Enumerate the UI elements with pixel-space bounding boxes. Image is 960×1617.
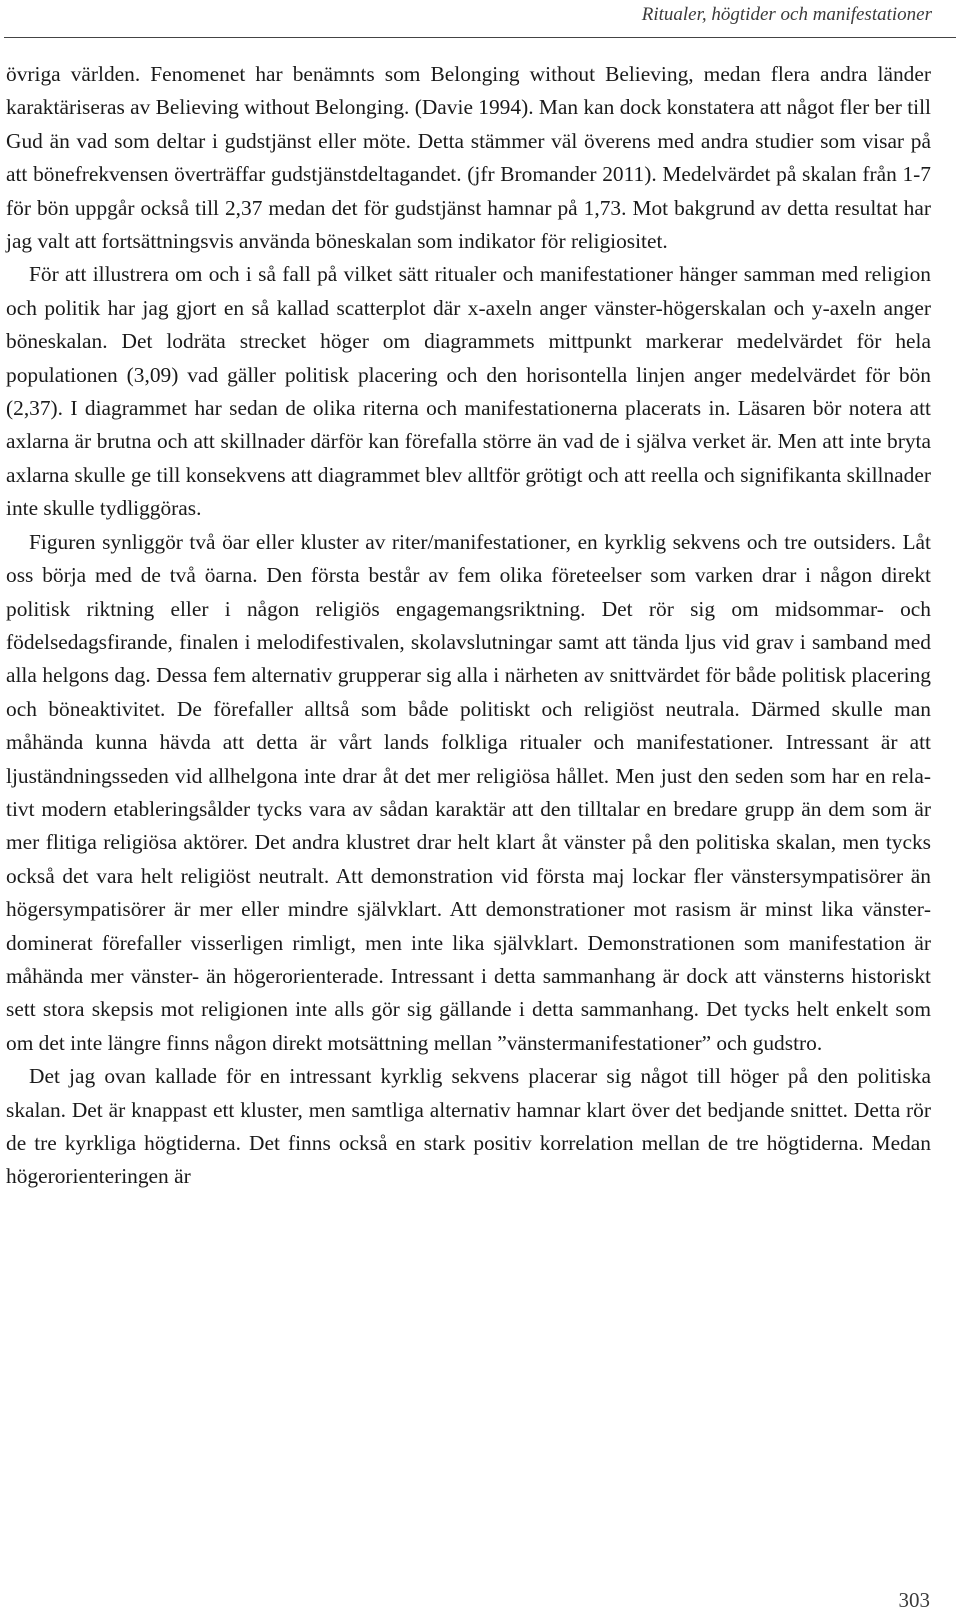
running-header: Ritualer, högtider och manifestationer: [641, 4, 932, 25]
page-number: 303: [898, 1588, 930, 1612]
paragraph-2: För att illustrera om och i så fall på vilket sätt ritualer och manifestationer hänger samman med religion och politik har jag gjort en så kallad scatterplot där x-axeln anger vänster-högerskalan och y-axeln anger böneskalan. Det lodräta strecket höger om diagrammets mittpunkt markerar medelvärdet för hela populationen (3,09) vad gäller politisk placering och den horisontella linjen anger medelvärdet för bön (2,37). I diagrammet har sedan de olika riterna och manifestationerna placerats in. Läsaren bör notera att axlarna är brutna och att skillnader därför kan förefalla större än vad de i själva verket är. Men att inte bryta axlarna skulle ge till konsekvens att diagrammet blev alltför grötigt och att reella och signifikanta skillnader inte skulle tydliggöras.: [6, 262, 931, 521]
header-divider: [4, 37, 956, 38]
body-text: [6, 58, 931, 1194]
paragraph-1: övriga världen. Fenomenet har benämnts som Belonging without Believing, medan flera andra länder karaktäriseras av Believing without Belonging. (Davie 1994). Man kan dock konstatera att något fler ber till Gud än vad som deltar i gudstjänst eller möte. Detta stämmer väl överens med andra studier som visar på att bönefrekvensen överträffar gudstjänstdeltagandet. (jfr Bromander 2011). Medelvärdet på skalan från 1-7 för bön uppgår också till 2,37 medan det för gudstjänst hamnar på 1,73. Mot bakgrund av detta resultat har jag valt att fortsättningsvis använda böneskalan som indikator för religiositet.: [6, 62, 931, 254]
paragraph-4: Det jag ovan kallade för en intressant kyrklig sekvens placerar sig något till höger på den politiska skalan. Det är knappast ett kluster, men samtliga alternativ hamnar klart över det bedjande snittet. Detta rör de tre kyrkliga högtiderna. Det finns också en stark positiv korrelation mellan de tre högtiderna. Medan högerorienteringen är: [6, 1064, 931, 1189]
paragraph-3: Figuren synliggör två öar eller kluster av riter/manifestationer, en kyrklig sekvens och tre outsiders. Låt oss börja med de två öarna. Den första består av fem olika företeelser som varken drar i någon direkt politisk riktning eller i någon religiös engagemangsriktning. Det rör sig om midsommar- och födelsedagsfirande, finalen i melodifestivalen, skolavslutningar samt att tända ljus vid grav i samband med alla helgons dag. Dessa fem alternativ grupperar sig alla i närheten av snittvärdet för både politisk placering och böneaktivitet. De förefaller alltså som både politiskt och religiöst neutrala. Därmed skulle man måhända kunna hävda att detta är vårt lands folkliga ritualer och manifestationer. Intressant är att ljuständningsseden vid allhelgona inte drar åt det mer religiösa hållet. Men just den seden som har en relativt modern etableringsålder tycks vara av sådan karaktär att den tilltalar en bredare grupp än dem som är mer flitiga religiösa aktörer. Det andra klustret drar helt klart åt vänster på den politiska skalan, men tycks också det vara helt religiöst neutralt. Att demonstration vid första maj lockar fler vänstersympatisörer än högersympatisörer är mer eller mindre självklart. Att demonstrationer mot rasism är minst lika vänsterdominerat förefaller visserligen rimligt, men inte lika självklart. Demonstrationen som manifestation är måhända mer vänster- än högerorienterade. Intressant i detta sammanhang är dock att vänsterns historiskt sett stora skepsis mot religionen inte alls gör sig gällande i detta sammanhang. Det tycks helt enkelt som om det inte längre finns någon direkt motsättning mellan ”vänstermanifestationer” och gudstro.: [6, 529, 931, 1055]
